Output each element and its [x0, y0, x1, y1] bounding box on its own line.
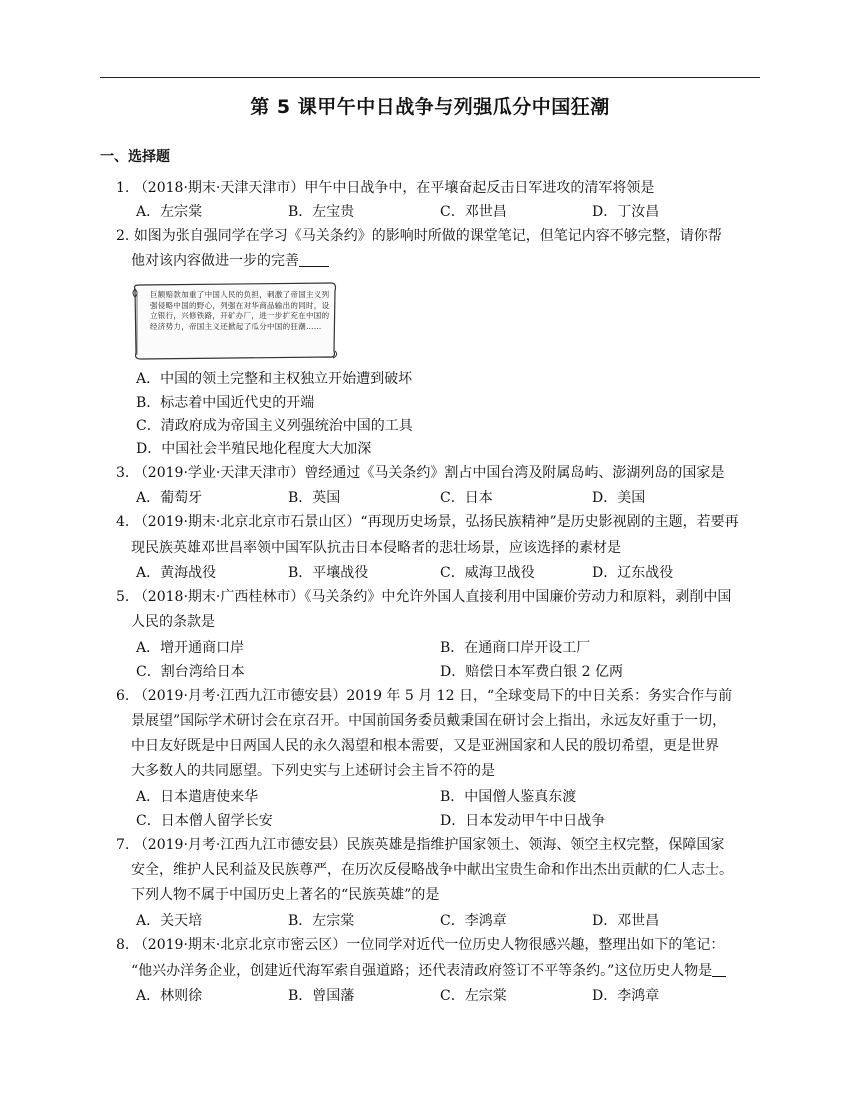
question-number: 2. — [116, 228, 130, 244]
option-c[interactable]: C．邓世昌 — [440, 204, 507, 220]
question-text: 现民族英雄邓世昌率领中国军队抗击日本侵略者的悲壮场景，应该选择的素材是 — [131, 540, 621, 556]
question-4 — [116, 511, 761, 531]
question-7-cont-1 — [131, 859, 776, 879]
option-d[interactable]: D．日本发动甲午中日战争 — [440, 813, 606, 829]
question-text: （2019·学业·天津天津市）曾经通过《马关条约》割占中国台湾及附属岛屿、澎湖列岛的国家是 — [133, 465, 725, 481]
question-7-cont-2 — [131, 884, 776, 904]
question-text: 中日友好既是中日两国人民的永久渴望和根本需要，又是亚洲国家和人民的殷切希望，更是世界 — [131, 738, 719, 754]
option-d[interactable]: D．辽东战役 — [592, 565, 674, 581]
option-c[interactable]: C．李鸿章 — [440, 913, 507, 929]
question-3 — [116, 462, 761, 482]
question-5 — [116, 586, 761, 606]
option-a[interactable]: A．黄海战役 — [136, 565, 217, 581]
option-d[interactable]: D．赔偿日本军费白银 2 亿两 — [440, 664, 624, 680]
option-a[interactable]: A．林则徐 — [136, 988, 203, 1004]
question-number: 8. — [116, 937, 130, 953]
question-text: 下列人物不属于中国历史上著名的“民族英雄”的是 — [131, 887, 440, 903]
option-c[interactable]: C．清政府成为帝国主义列强统治中国的工具 — [136, 418, 413, 434]
option-a[interactable]: A．日本遣唐使来华 — [136, 789, 259, 805]
option-b[interactable]: B．左宝贵 — [288, 204, 355, 220]
question-2-cont — [131, 250, 776, 270]
question-text: （2019·期末·北京北京市密云区）一位同学对近代一位历史人物很感兴趣，整理出如下的笔记： — [133, 937, 725, 953]
option-a[interactable]: A．左宗棠 — [136, 204, 203, 220]
question-8 — [116, 934, 761, 954]
question-8-cont — [131, 960, 776, 980]
option-c[interactable]: C．割台湾给日本 — [136, 664, 245, 680]
question-text: （2019·月考·江西九江市德安县）2019 年 5 月 12 日，“全球变局下的中日关系：务实合作与前 — [133, 688, 733, 704]
option-a[interactable]: A．关天培 — [136, 913, 203, 929]
option-b[interactable]: B．标志着中国近代史的开端 — [136, 395, 315, 411]
option-d[interactable]: D．中国社会半殖民地化程度大大加深 — [136, 441, 372, 457]
option-d[interactable]: D．美国 — [592, 490, 646, 506]
option-a[interactable]: A．葡萄牙 — [136, 490, 203, 506]
question-number: 5. — [116, 589, 130, 605]
option-c[interactable]: C．日本僧人留学长安 — [136, 813, 273, 829]
option-b[interactable]: B．平壤战役 — [288, 565, 369, 581]
section-heading: 一、选择题 — [100, 149, 170, 165]
question-7 — [116, 834, 761, 854]
option-b[interactable]: B．中国僧人鉴真东渡 — [440, 789, 577, 805]
question-number: 1. — [116, 180, 130, 196]
question-1 — [116, 177, 761, 197]
option-c[interactable]: C．左宗棠 — [440, 988, 507, 1004]
option-d[interactable]: D．丁汝昌 — [592, 204, 660, 220]
option-b[interactable]: B．英国 — [288, 490, 341, 506]
question-text: 景展望”国际学术研讨会在京召开。中国前国务委员戴秉国在研讨会上指出，永远友好重于一切， — [131, 713, 727, 729]
header-rule — [100, 77, 760, 78]
question-text: “他兴办洋务企业，创建近代海军索自强道路；还代表清政府签订不平等条约。”这位历史人物是 — [131, 963, 713, 979]
question-text: （2018·期末·广西桂林市）《马关条约》中允许外国人直接利用中国廉价劳动力和原料，剥削中国 — [133, 589, 732, 605]
option-b[interactable]: B．左宗棠 — [288, 913, 355, 929]
question-6-cont-2 — [131, 735, 776, 755]
question-6 — [116, 685, 761, 705]
page-title: 第 5 课甲午中日战争与列强瓜分中国狂潮 — [250, 96, 610, 118]
option-c[interactable]: C．日本 — [440, 490, 493, 506]
question-5-cont — [131, 611, 776, 631]
option-a[interactable]: A．增开通商口岸 — [136, 640, 245, 656]
question-text: 人民的条款是 — [131, 614, 215, 630]
option-b[interactable]: B．曾国藩 — [288, 988, 355, 1004]
question-number: 3. — [116, 465, 130, 481]
question-number: 7. — [116, 837, 130, 853]
question-number: 6. — [116, 688, 130, 704]
question-text: （2019·期末·北京北京市石景山区）“再现历史场景，弘扬民族精神”是历史影视剧的主题，若要再 — [133, 514, 739, 530]
option-a[interactable]: A．中国的领土完整和主权独立开始遭到破坏 — [136, 371, 413, 387]
option-b[interactable]: B．在通商口岸开设工厂 — [440, 640, 591, 656]
question-4-cont — [131, 537, 776, 557]
answer-blank[interactable] — [712, 962, 726, 977]
question-text: （2018·期末·天津天津市）甲午中日战争中，在平壤奋起反击日军进攻的清军将领是 — [133, 180, 655, 196]
question-6-cont-1 — [131, 710, 776, 730]
question-text: 大多数人的共同愿望。下列史实与上述研讨会主旨不符的是 — [131, 763, 495, 779]
note-handwriting: 巨额赔款加重了中国人民的负担，刺激了帝国主义列强侵略中国的野心，列强在对华商品输出的同时，设立银行，兴修铁路，开矿办厂，进一步扩充在中国的经济势力，帝国主义还掀起了瓜分中国的狂潮…… — [150, 290, 330, 331]
question-text: 安全，维护人民利益及民族尊严，在历次反侵略战争中献出宝贵生命和作出杰出贡献的仁人志士。 — [131, 862, 733, 878]
question-text: （2019·月考·江西九江市德安县）民族英雄是指维护国家领土、领海、领空主权完整，保障国家 — [133, 837, 725, 853]
answer-blank[interactable] — [299, 252, 329, 267]
question-number: 4. — [116, 514, 130, 530]
option-d[interactable]: D．李鸿章 — [592, 988, 660, 1004]
option-c[interactable]: C．威海卫战役 — [440, 565, 535, 581]
question-text: 他对该内容做进一步的完善 — [131, 253, 299, 269]
question-6-cont-3 — [131, 760, 776, 780]
option-d[interactable]: D．邓世昌 — [592, 913, 660, 929]
question-2 — [116, 225, 761, 245]
question-text: 如图为张自强同学在学习《马关条约》的影响时所做的课堂笔记，但笔记内容不够完整，请你帮 — [133, 228, 722, 244]
